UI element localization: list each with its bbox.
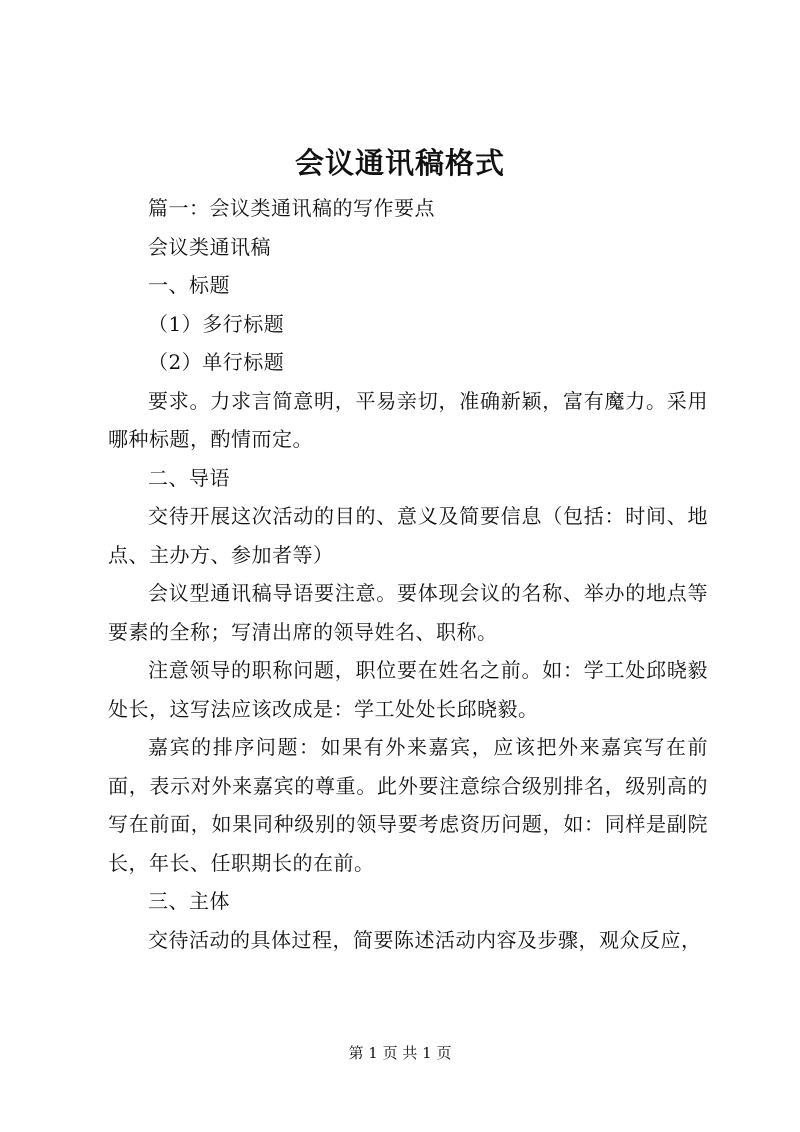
paragraph-position-note: 注意领导的职称问题，职位要在姓名之前。如：学工处邱晓毅处长，这写法应该改成是：学工处处长邱晓毅。	[108, 658, 708, 721]
paragraph-lead-info: 交待开展这次活动的目的、意义及简要信息（包括：时间、地点、主办方、参加者等）	[108, 504, 708, 567]
paragraph-body-process: 交待活动的具体过程，简要陈述活动内容及步骤，观众反应，	[148, 927, 702, 952]
paragraph-heading-lead: 二、导语	[148, 465, 230, 490]
paragraph-subtitle: 会议类通讯稿	[148, 234, 271, 259]
paragraph-guest-order: 嘉宾的排序问题：如果有外来嘉宾，应该把外来嘉宾写在前面，表示对外来嘉宾的尊重。此外要注意综合级别排名，级别高的写在前面，如果同种级别的领导要考虑资历问题，如：同样是副院长，年长、任职期长的在前。	[108, 735, 708, 875]
paragraph-requirement: 要求。力求言简意明，平易亲切，准确新颖，富有魔力。采用哪种标题，酌情而定。	[108, 388, 708, 451]
paragraph-heading-body: 三、主体	[148, 889, 230, 913]
page-footer: 第 1 页 共 1 页	[348, 1044, 452, 1062]
paragraph-single-title: （2）单行标题	[148, 350, 285, 374]
paragraph-lead-notice: 会议型通讯稿导语要注意。要体现会议的名称、举办的地点等要素的全称；写清出席的领导姓名、职称。	[108, 581, 708, 644]
document-title: 会议通讯稿格式	[294, 146, 505, 180]
paragraph-multiline-title: （1）多行标题	[148, 311, 285, 336]
paragraph-section-heading: 篇一：会议类通讯稿的写作要点	[148, 196, 435, 220]
document-body	[108, 189, 708, 959]
paragraph-heading-title: 一、标题	[148, 273, 230, 297]
